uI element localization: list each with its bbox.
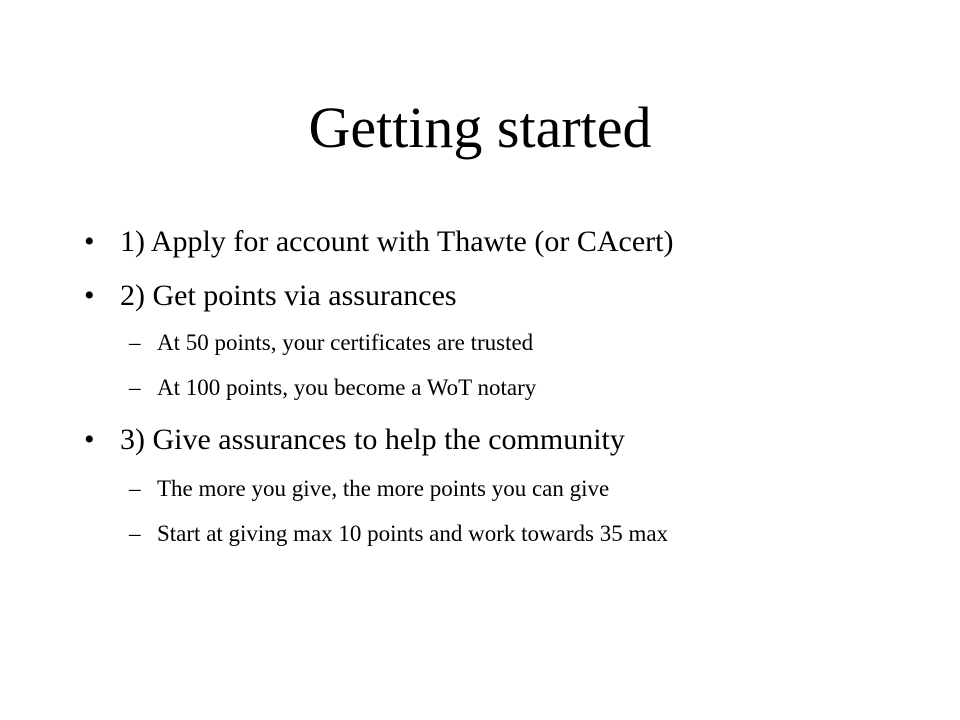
sub-bullet-item [129,329,534,357]
sub-bullet-marker: – [129,330,141,355]
slide-title: Getting started [308,95,652,160]
sub-bullet-item [129,520,669,548]
sub-bullet-marker: – [129,476,141,501]
sub-bullet-item [129,475,610,503]
sub-bullet-marker: – [129,375,141,400]
sub-bullet-text: At 50 points, your certificates are trusted [157,330,534,355]
bullet-text: 1) Apply for account with Thawte (or CAcert) [120,225,674,258]
bullet-item [84,422,625,458]
sub-bullet-text: At 100 points, you become a WoT notary [157,375,537,400]
sub-bullet-text: Start at giving max 10 points and work towards 35 max [157,521,669,546]
bullet-item [84,278,457,314]
bullet-marker: • [84,279,95,312]
bullet-text: 3) Give assurances to help the community [120,423,625,456]
bullet-marker: • [84,423,95,456]
sub-bullet-marker: – [129,521,141,546]
bullet-marker: • [84,225,95,258]
sub-bullet-item [129,374,537,402]
bullet-item [84,224,674,260]
bullet-text: 2) Get points via assurances [120,279,457,312]
sub-bullet-text: The more you give, the more points you can give [157,476,610,501]
